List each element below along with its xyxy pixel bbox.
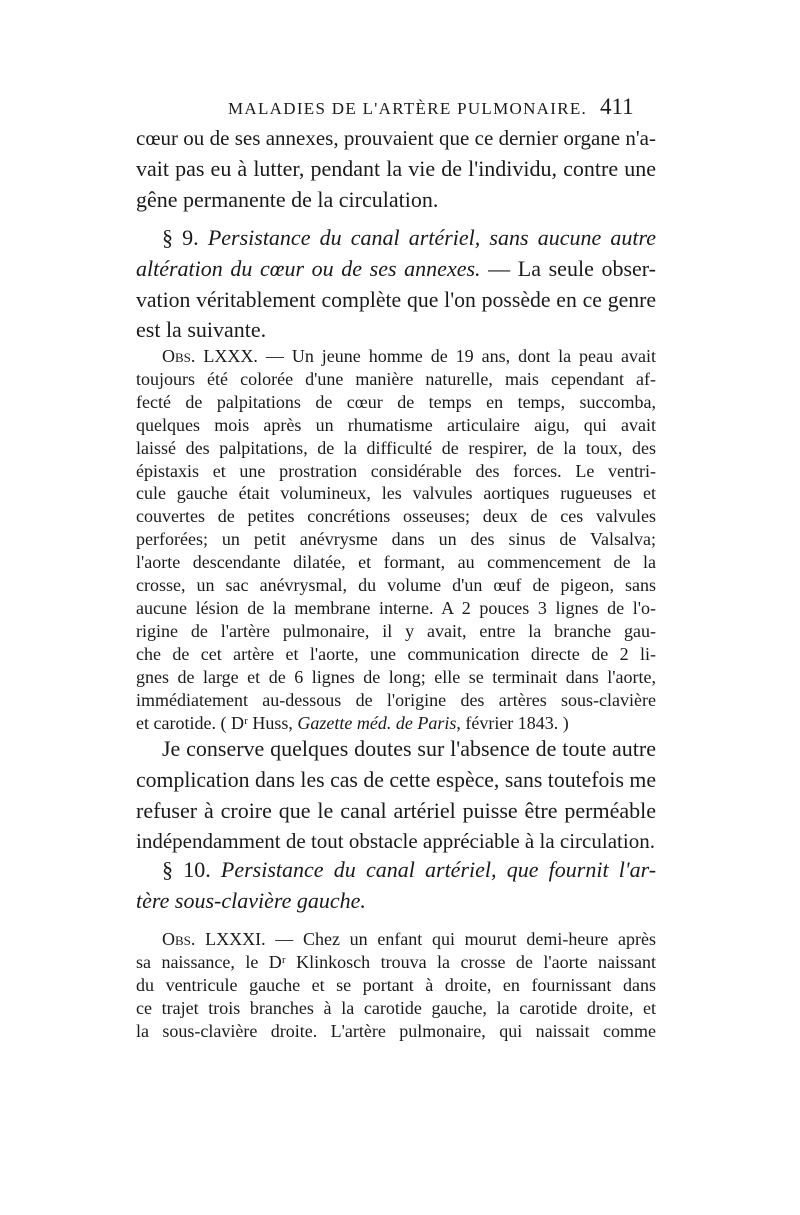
text-line: quelques mois après un rhumatisme articulaire aigu, qui avait — [136, 414, 656, 435]
section-title: altération du cœur ou de ses annexes. — [136, 255, 481, 281]
text-run: , février 1843. ) — [456, 712, 569, 733]
observation-label: Obs. LXXX. — [162, 346, 258, 366]
observation-label: Obs. LXXXI. — [162, 929, 266, 949]
observation-80 — [136, 345, 656, 734]
section-9 — [136, 223, 656, 346]
text-run: — Chez un enfant qui mourut demi-heure après — [265, 929, 656, 949]
text-line: toujours été colorée d'une manière naturelle, mais cependant af- — [136, 368, 656, 389]
paragraph-remark — [136, 734, 656, 857]
text-line: gnes de large et de 6 lignes de long; elle se terminait dans l'aorte, — [136, 666, 656, 687]
text-line — [136, 886, 656, 917]
text-line: cule gauche était volumineux, les valvules aortiques rugueuses et — [136, 483, 656, 504]
text-line: ce trajet trois branches à la carotide gauche, la carotide droite, et — [136, 997, 656, 1018]
text-run: et carotide. ( Dʳ Huss, — [136, 712, 298, 733]
running-header: MALADIES DE L'ARTÈRE PULMONAIRE. — [228, 99, 588, 118]
paragraph-continuation — [136, 123, 656, 215]
text-line: la sous-clavière droite. L'artère pulmonaire, qui naissait comme — [136, 1020, 656, 1041]
text-line: perforées; un petit anévrysme dans un des sinus de Valsalva; — [136, 529, 656, 550]
text-line: du ventricule gauche et se portant à droite, en fournissant dans — [136, 974, 656, 995]
section-title: tère sous-clavière gauche. — [136, 887, 366, 913]
section-heading — [136, 223, 656, 254]
section-10 — [136, 855, 656, 917]
text-line: vation véritablement complète que l'on possède en ce genre — [136, 287, 656, 312]
text-line: cœur ou de ses annexes, prouvaient que ce dernier organe n'a- — [136, 126, 656, 150]
text-line: l'aorte descendante dilatée, et formant, au commencement de la — [136, 552, 656, 573]
text-line: gêne permanente de la circulation. — [136, 186, 439, 212]
text-line: indépendamment de tout obstacle appréciable à la circulation. — [136, 829, 655, 854]
text-line — [136, 928, 656, 951]
text-line: est la suivante. — [136, 317, 267, 343]
text-line: immédiatement au-dessous de l'origine des artères sous-clavière — [136, 689, 656, 710]
text-line: sa naissance, le Dʳ Klinkosch trouva la crosse de l'aorte naissant — [136, 951, 656, 972]
text-line: vait pas eu à lutter, pendant la vie de l'individu, contre une — [136, 155, 656, 181]
text-line: fecté de palpitations de cœur de temps en temps, succomba, — [136, 391, 656, 412]
text-line: Je conserve quelques doutes sur l'absence de toute autre — [162, 736, 656, 761]
section-number: § 10. — [162, 857, 211, 882]
text-line: complication dans les cas de cette espèce, sans toutefois me — [136, 767, 656, 792]
section-title: Persistance du canal artériel, que fournit l'ar- — [220, 857, 656, 882]
text-run: — La seule obser- — [480, 255, 656, 281]
observation-81 — [136, 928, 656, 1043]
text-line — [136, 254, 656, 285]
text-line: épistaxis et une prostration considérable des forces. Le ventri- — [136, 460, 656, 481]
text-line: aucune lésion de la membrane interne. A 2 pouces 3 lignes de l'o- — [136, 597, 656, 618]
text-line: laissé des palpitations, de la difficulté de respirer, de la toux, des — [136, 437, 656, 458]
text-line: crosse, un sac anévrysmal, du volume d'un œuf de pigeon, sans — [136, 575, 656, 596]
section-heading — [136, 855, 656, 886]
citation-line — [136, 712, 656, 735]
text-run: — Un jeune homme de 19 ans, dont la peau avait — [257, 346, 656, 366]
page-number: 411 — [600, 94, 634, 119]
section-number: § 9. — [162, 225, 199, 250]
section-title: Persistance du canal artériel, sans aucune autre — [207, 225, 656, 250]
journal-title: Gazette méd. de Paris — [297, 712, 457, 733]
text-line: che de cet artère et l'aorte, une communication directe de 2 li- — [136, 643, 656, 664]
text-line: refuser à croire que le canal artériel puisse être perméable — [136, 797, 656, 823]
text-line: couvertes de petites concrétions osseuses; deux de ces valvules — [136, 506, 656, 527]
text-line: rigine de l'artère pulmonaire, il y avait, entre la branche gau- — [136, 620, 656, 641]
text-line — [136, 345, 656, 368]
